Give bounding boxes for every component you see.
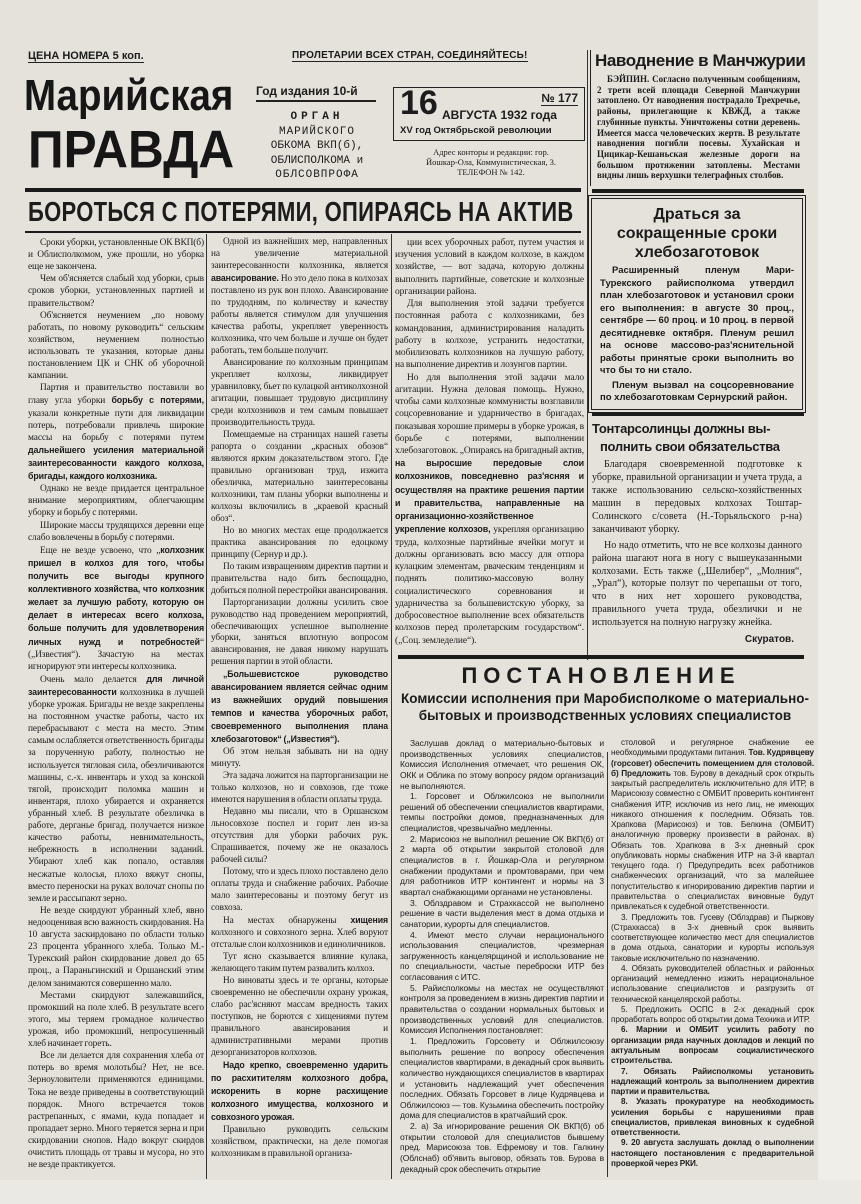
text: Одной из важнейших мер, направленных на увеличение материальной заинтересованности колхозника, является xyxy=(211,237,388,271)
logo-line-1-box xyxy=(24,71,236,126)
paragraph xyxy=(211,867,388,915)
divider xyxy=(25,188,581,192)
column-divider xyxy=(391,234,392,1179)
organ-line: МАРИЙСКОГО xyxy=(278,125,355,138)
grain-box-paragraph: Пленум вызвал на соцсоревнование по хлебозаготовкам Сернурский район. xyxy=(600,379,794,404)
paragraph xyxy=(28,520,204,544)
paragraph xyxy=(28,382,204,483)
column-divider xyxy=(607,752,608,1177)
text: Не везде скирдуют убранный хлеб, явно недооценивая всю важность скирдования. На 10 августа заскирдовано по области только 23 процента убранного хлеба. Только М.-Турекский район скирдование довел до 65 проц., а Параньгинский и Оршанский этим делом занимаются совершенно мало. xyxy=(28,905,204,989)
text: Партия и правительство поставили во главу угла уборки xyxy=(28,383,204,407)
paragraph xyxy=(28,544,204,673)
text: Для выполнения этой задачи требуется постоянная работа с колхозниками, без командования, администрирования наладить работу в колхозе, устранить недостатки, мобилизовать колхозников на лучшую работу, на выполнение директив и лозунгов партии. xyxy=(395,299,584,371)
paragraph xyxy=(211,562,388,598)
author-signature: Скуратов. xyxy=(744,634,794,646)
organ-line: ОБЛИСПОЛКОМА и xyxy=(270,154,364,167)
paragraph xyxy=(611,1138,814,1169)
text: тов. Бурову в декадный срок открыть закрытый распределитель исключительно для ИТР, в Марисоюзу совместно с ОМБИТ проверить контингент снабжения ИТР, исключив из него лиц, не имеющих никакого отношения к последним. Обязать тов. Храпкова (Марисоюз) и тов. Белкина (ОМБИТ) аналогичную проверку произвести в районах. в) Обязать тов. Храпкова в 3-х дневный срок опубликовать нормы снабжения ИТР на 3-й квартал текущего года. г) Предупредить всех работников снабженческих организаций, что за малейшее попустительство к игнорированию директив партии и правительства о специалистах виновные будут привлекаться к судебной ответственности. xyxy=(611,768,814,912)
column-divider xyxy=(206,234,207,1179)
text: 1. Горсовет и Облжилсоюз не выполнили решений об обеспечении специалистов квартирами, темпы постройки домов, предназначенных для специалистов, чрезвычайно медленны. xyxy=(400,791,604,834)
text: Все ли делается для сохранения хлеба от потерь во время молотьбы? Нет, не все. Зерноуловители применяются единицами. Тока не везде приведены в соответствующий порядок. Много встречается токов растрепанных, с ямами, куда попадает и пропадает зерно. Много теряется зерна и при скирдовании снопов. Надо вокруг скирдов очистить площадь от травы и мусора, но это не везде практикуется. xyxy=(28,1051,204,1171)
text: укрепляя организацию труда, колхозные партийные ячейки могут и должны организовать всю массу для отпора кулацким элементам, рваческим тенденциям и поднять политико-массовую волну социалистического соревнования и ударничества за большевистскую уборку, за добросовестное выполнение всех обязательств колхозов перед пролетарским государством“. („Соц. земледелие“). xyxy=(395,525,585,646)
divider xyxy=(25,231,581,233)
text: Но виноваты здесь и те органы, которые своевременно не обеспечили охрану урожая, слабо рас'ясняют массам вредность таких поступков, не борются с хищениями путем правильного авансирования и административными мерами против дезорганизаторов колхозов. xyxy=(211,976,388,1058)
paragraph xyxy=(211,358,388,430)
decree-title: ПОСТАНОВЛЕНИЕ xyxy=(461,663,741,688)
paragraph xyxy=(28,673,204,905)
paragraph xyxy=(400,791,604,834)
divider xyxy=(592,189,804,193)
text: 2. Марисоюз не выполнил решение ОК ВКП(б) от 2 марта об открытии закрытой столовой для специалистов в г. Йошкар-Ола и регулярном снабжении продуктами и промтоварами, при чем для работников ИТР контингент и нормы на 3 квартал снабжающими органами не установлены. xyxy=(400,833,604,897)
paragraph xyxy=(211,915,388,952)
paragraph xyxy=(211,771,388,807)
paragraph xyxy=(28,310,204,383)
paragraph xyxy=(400,983,604,1036)
article-column-3 xyxy=(395,237,584,649)
headline-text: БОРОТЬСЯ С ПОТЕРЯМИ, ОПИРАЯСЬ НА АКТИВ xyxy=(28,196,574,228)
bold-text: хищения xyxy=(350,915,388,926)
text: На местах обнаружены xyxy=(223,916,351,927)
bold-text: Тов. Кудрявцеву (горсовет) обеспечить помещением для столовой. б) Предложить xyxy=(611,748,814,778)
address-line: ТЕЛЕФОН № 142. xyxy=(457,167,525,177)
article-column-2 xyxy=(211,237,388,1177)
organ-line: ОРГАН xyxy=(290,111,344,123)
text: Однако не везде придается центральное внимание мероприятиям, облегчающим уборку и борьбу с потерями. xyxy=(28,484,204,519)
text: столовой и регулярное снабжение ее необходимыми продуктами питания. xyxy=(611,738,814,758)
issue-day: 16 xyxy=(400,84,438,122)
tontar-title: полнить свои обязательства xyxy=(600,439,780,454)
text: Чем об'ясняется слабый ход уборки, срыв сроков уборки, установленных партией и правительством? xyxy=(28,274,204,309)
organ-line: ОБЛСОВПРОФА xyxy=(275,169,359,181)
paragraph xyxy=(28,273,204,309)
publication-year: Год издания 10-й xyxy=(256,84,376,102)
tontar-paragraph: Благодаря своевременной подготовке к уборке, правильной организации и учета труда, а также использованию сельско-хозяйственных машин в передовых колхозах Тоштар-Солинского с/совета (Н.-Торьяльского р-на) заканчивают уборку. xyxy=(592,459,802,535)
paragraph xyxy=(400,1036,604,1121)
text: ции всех уборочных работ, путем участия и изучения условий в каждом колхозе, в каждом хозяйстве, — вот задача, которую должны выполнить партийные, советские и колхозные организации района. xyxy=(395,238,584,297)
flood-news xyxy=(590,50,804,186)
page-bottom-margin xyxy=(0,1180,861,1204)
decree-subtitle: Комиссии исполнения при Маробисполкоме о материально-бытовых и производственных условиях специалистов xyxy=(401,691,809,723)
text: Недавно мы писали, что в Оршанском льносовхозе поспел и горит лен из-за отсутствия для уборки рабочих рук. Спрашивается, почему же не оказалось рабочей силы? xyxy=(211,807,388,866)
paragraph xyxy=(211,747,388,771)
grain-box-paragraph: Расширенный пленум Мари-Турекского райисполкома утвердил план хлебозаготовок и установил сроки его выполнения: в августе 30 проц., сентябре — 60 проц. и 10 проц. в первой десятидневке октября. Пленум решил на основе массово-раз'яснительной работы принятые сроки выполнить во что бы то ни стало. xyxy=(600,265,794,377)
page-margin xyxy=(818,0,861,1204)
paragraph xyxy=(211,1125,388,1161)
column-divider xyxy=(587,50,588,660)
paragraph xyxy=(211,807,388,867)
paragraph xyxy=(400,1121,604,1174)
bold-text: колхозник пришел в колхоз для того, чтобы получить все выгоды крупного коллективного хозяйства, что колхозник желает за лучшую работу, которую он делает в интересах всего колхоза, больше получить для удовлетворения личных нужд и потребностей xyxy=(28,544,204,647)
bold-text: борьбу с потерями, xyxy=(111,395,204,406)
paragraph xyxy=(28,905,204,990)
paragraph xyxy=(400,834,604,898)
bold-text: дальнейшего усиления материальной заинтересованности каждого колхоза, бригады, каждого колхозника. xyxy=(28,444,204,482)
paragraph xyxy=(611,1097,814,1138)
paragraph xyxy=(611,913,814,964)
bold-text: для личной заинтересованности xyxy=(28,673,204,697)
text: Об'ясняется неумением „по новому работать, по новому руководить“ сельским хозяйством, неумением полностью использовать те указания, которые даны постановлением ЦК и СНК об уборочной кампании. xyxy=(28,310,204,382)
text: 3. Предложить тов. Гусеву (Облздрав) и Пыркову (Страхкасса) в 3-х дневный срок выявить соответствующее количество мест для специалистов в дома отдыха, санатории и курорты используя таковые исключительно по назначению. xyxy=(611,912,814,963)
text: 4. Имеют место случаи нерационального использования специалистов, чрезмерная загруженность канцелярщиной и использование не по специальности, частые переброски ИТР без согласования с ИТС. xyxy=(400,929,604,983)
logo-line-1: Марийская xyxy=(24,71,234,120)
text: Но для выполнения этой задачи мало агитации. Нужна деловая помощь. Нужно, чтобы сами колхозные коммунисты возглавили соцсоревнование и ударничество в бригадах, показывая хорошие примеры в уборке урожая, в борьбе с потерями, выполнении хлебозаготовок. „Опираясь на бригадный актив, xyxy=(395,372,584,456)
text: Авансирование по колхозным принципам укрепляет колхозы, ликвидирует уравниловку, бьет по кулацкой антиколхозной агитации, повышает трудовую дисциплину среди колхозников и тем самым повышает производительность труда. xyxy=(211,357,388,428)
text: 2. а) За игнорирование решения ОК ВКП(б) об открытии столовой для специалистов бывшему пред. Марисоюза тов. Ефремову и тов. Галкину (Облснаб) об'явить выговор, обязать тов. Бурова в декадный срок обеспечить открытие xyxy=(400,1121,604,1174)
text: 5. Райисполкомы на местах не осуществляют контроля за проведением в жизнь директив партии и правительства о создании нормальных бытовых и производственных условий для специалистов. Комиссия Исполнения постановляет: xyxy=(400,982,604,1036)
paragraph xyxy=(28,483,204,519)
issue-month-year: АВГУСТА 1932 года xyxy=(442,108,557,122)
newspaper-logo xyxy=(24,71,236,180)
text: 3. Облздравом и Страхкассой не выполнено решение в части выделения мест в дома отдыха и санатории, курорты для специалистов. xyxy=(400,897,604,929)
paragraph xyxy=(400,930,604,983)
tontar-paragraph: Но надо отметить, что не все колхозы данного района шагают нога в ногу с вышеуказанными колхозами. Есть также („Шелибер“, „Молния“, „Урал“), которые ползут по черепашьи от того, что в них нет хорошего руководства, правильного учета труда, обезлички и не используется на полную нагрузку жнейка. xyxy=(592,539,802,629)
issue-number: № 177 xyxy=(541,91,578,105)
paragraph xyxy=(28,990,204,1051)
bold-text: 6. Марнии и ОМБИТ усилить работу по организации ряда научных докладов и лекций по актуальным вопросам социалистического строительства. xyxy=(611,1025,814,1066)
bold-text: 7. Обязать Райисполкомы установить надлежащий контроль за выполнением директив партии и правительства. xyxy=(611,1066,814,1097)
text: Очень мало делается xyxy=(40,674,147,685)
main-headline xyxy=(28,196,580,230)
tontar-title: Тонтарсолинцы должны вы- xyxy=(592,421,771,436)
revolution-year: XV год Октябрьской революции xyxy=(400,125,552,136)
text: Сроки уборки, установленные ОК ВКП(б) и Облисполкомом, уже прошли, но уборка еще не закончена. xyxy=(28,238,204,273)
text: Эта задача ложится на парторганизации не только колхозов, но и совхозов, где тоже имеются нарушения в области оплаты труда. xyxy=(211,771,388,806)
grain-box-title: Драться за сокращенные сроки хлебозаготовок xyxy=(616,206,778,261)
bold-text: 8. Указать прокуратуре на необходимость усиления борьбы с нарушениями прав специалистов, привлекая виновных к судебной ответственности. xyxy=(611,1097,814,1138)
bold-text: 9. 20 августа заслушать доклад о выполнении настоящего постановления с предварительной проверкой через РКИ. xyxy=(611,1138,814,1168)
text: колхозника в лучшей уборке урожая. Бригады не везде закреплены на постоянном участке работы, часто их перебрасывают с места на место. Этим самым ослабляется ответственность бригады за порученную работу, полностью не используется тягловая сила, обезличиваются машины, с.-х. инвентарь и уход за конской тягой, происходит поломка машин и инвентаря, плохо убирается и охраняется убранный хлеб. В результате обезличка в работе, дерганье бригад, получается низкое качество работы, невнимательность, небрежность в исполнении заданий. Убирают хлеб как попало, оставляя несжатые колосья, плохо вяжут снопы, вместо переноски на руках волочат снопы по земле и рассыпают зерно. xyxy=(28,687,204,904)
logo-line-2: ПРАВДА xyxy=(28,120,235,180)
paragraph xyxy=(211,237,388,358)
editorial-address xyxy=(395,147,587,177)
text: Парторганизации должны усилить свое руководство над проведением мероприятий, обеспечивающих успешное выполнение уборки, заняться вплотную вопросом авансирования, не давая никому нарушать решения партии в этой области. xyxy=(211,597,388,668)
paragraph xyxy=(28,237,204,273)
organ-statement xyxy=(255,110,379,183)
text: Заслушав доклад о материально-бытовых и производственных условиях специалистов, Комиссия Исполнения отмечает, что решения ОК, ОКК и Облика по этому вопросу рядом организаций не выполняются. xyxy=(400,738,604,791)
text: Потому, что и здесь плохо поставлено дело оплаты труда и снабжение рабочих. Рабочие мало заинтересованы и поэтому бегут из совхоза. xyxy=(211,867,388,914)
text: Об этом нельзя забывать ни на одну минуту. xyxy=(211,747,388,770)
divider xyxy=(398,655,804,659)
paragraph xyxy=(211,976,388,1060)
text: 1. Предложить Горсовету и Облжилсоюзу выполнить решение по вопросу обеспечения специалистов квартирами, в декадный срок выявить количество нуждающихся специалистов в квартирах и установить надлежащий учет обеспечения последних. Обязать Горсовет в лице Кудрявцева и Облжилсоюз — тов. Кузьмина обеспечить постройку дома для специалистов в кратчайший срок. xyxy=(400,1035,604,1121)
text: колхозного и совхозного зерна. Хлеб воруют отсталые слои колхозников и единоличников. xyxy=(211,928,388,951)
paragraph xyxy=(395,298,584,371)
bold-text: авансирование. xyxy=(211,272,279,283)
paragraph xyxy=(611,1005,814,1026)
address-line: Адрес конторы и редакции: гор. xyxy=(433,147,549,157)
tontar-article xyxy=(592,420,802,648)
slogan: ПРОЛЕТАРИИ ВСЕХ СТРАН, СОЕДИНЯЙТЕСЬ! xyxy=(292,50,528,61)
logo-line-2-box xyxy=(28,120,236,181)
flood-title: Наводнение в Манчжурии xyxy=(595,51,806,70)
text: Но это дело пока в колхозах поставлено из рук вон плохо. Авансирование по трудодням, по количеству и качеству работы является стимулом для улучшения качества работы, укрепляет уверенность колхозника, что чем больше и лучше он будет работать, тем больше получит. xyxy=(211,273,388,356)
paragraph xyxy=(211,430,388,526)
text: Местами скирдуют залежавшийся, промокший на поле хлеб. В результате всего этого, мы теряем громадное количество урожая, ибо промокший, непросушенный хлеб начинает гореть. xyxy=(28,990,204,1050)
paragraph xyxy=(611,964,814,1005)
paragraph xyxy=(395,372,584,647)
paragraph xyxy=(211,526,388,562)
paragraph xyxy=(211,952,388,976)
text: 4. Обязать руководителей областных и районных организаций немедленно изжить нерациональное использование специалистов и разгрузить от технической канцелярской работы. xyxy=(611,963,814,1004)
paragraph xyxy=(211,1060,388,1125)
text: Еще не везде усвоено, что „ xyxy=(40,545,161,556)
decree-column-left xyxy=(400,738,604,1178)
paragraph xyxy=(611,1025,814,1066)
paragraph xyxy=(211,669,388,747)
text: 5. Предложить ОСПС в 2-х декадный срок проработать вопрос об открытии дома Техника и ИТР. xyxy=(611,1004,814,1025)
paragraph xyxy=(28,1050,204,1171)
issue-price: ЦЕНА НОМЕРА 5 коп. xyxy=(28,50,144,62)
paragraph xyxy=(395,237,584,298)
paragraph xyxy=(400,738,604,791)
organ-line: ОБКОМА ВКП(б), xyxy=(270,140,364,152)
text: Правильно руководить сельским хозяйством, практически, на деле помогая колхозникам в правильной организа- xyxy=(211,1124,388,1159)
paragraph xyxy=(211,598,388,670)
bold-text: „Большевистское руководство авансированием является сейчас одним из важнейших орудий повышения темпов и качества уборочных работ, своевременного выполнения плана хлебозаготовок“ („Известия“). xyxy=(211,669,388,745)
text: указали конкретные пути для ликвидации потерь, потребовали привлечь широкие массы на борьбу с потерями путем xyxy=(28,408,204,443)
text: По таким извращениям директив партии и правительства надо бить беспощадно, добиться полной перестройки авансирования. xyxy=(211,561,388,596)
bold-text: на выросшие передовые слои колхозников, повседневно раз'ясняя и осуществляя на практике решения партии и правительства, направленные на организационно-хозяйственное укрепление колхозов, xyxy=(395,458,584,535)
bold-text: Надо крепко, своевременно ударить по расхитителям колхозного добра, искоренить в корне расхищение колхозного имущества, колхозного и совхозного урожая. xyxy=(211,1059,388,1122)
issue-date-box xyxy=(393,84,585,141)
divider xyxy=(592,413,804,416)
flood-text: БЭЙПИН. Согласно полученным сообщениям, 2 трети всей площади Северной Манчжурии затоплено. От наводнения пострадало Трехречье, районы, прилегающие к КВЖД, а также глубинные пункты. Уничтожены сотни деревень. Имеется масса человеческих жертв. В результате наводнения погибли посевы. Хухайская и Цицикар-Кешаньская железные дороги на большом протяжении затоплены. Местами видны лишь верхушки телеграфных столбов. xyxy=(597,74,800,181)
address-line: Йошкар-Ола, Коммунистическая, 3. xyxy=(425,157,556,167)
text: Тут ясно сказывается влияние кулака, желающего таким путем развалить колхоз. xyxy=(211,952,388,975)
text: “ („Известия“). Зачастую на местах игнорируют эти интересы колхозника. xyxy=(28,637,204,672)
article-column-1 xyxy=(28,237,204,1177)
paragraph xyxy=(611,738,814,913)
paragraph xyxy=(611,1067,814,1098)
text: Но во многих местах еще продолжается практика авансирования по едоцкому принципу (Сернур и др.). xyxy=(211,525,388,560)
grain-procurement-box xyxy=(591,198,803,410)
text: Широкие массы трудящихся деревни еще слабо вовлечены в борьбу с потерями. xyxy=(28,520,204,543)
text: Помещаемые на страницах нашей газеты рапорта о создании „красных обозов“ являются ярким доказательством этого. Где правильно организован труд, изжита обезличка, материально заинтересованы колхозники, там планы уборки выполнены и колхозы включились в „краевой красный обоз“. xyxy=(211,429,388,524)
decree-column-right xyxy=(611,738,814,1178)
paragraph xyxy=(400,898,604,930)
